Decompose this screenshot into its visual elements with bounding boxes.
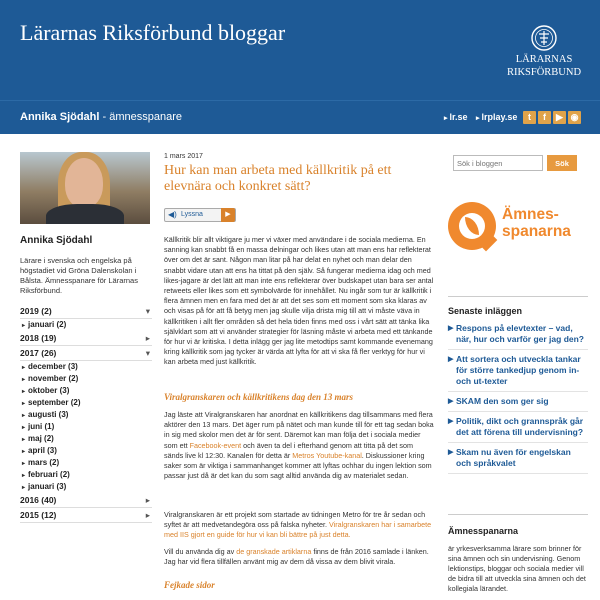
bullet-icon: ▸ xyxy=(22,413,26,419)
bullet-icon: ▸ xyxy=(22,437,26,443)
archive-month-label: maj (2) xyxy=(28,434,54,443)
archive-month-label: november (2) xyxy=(28,374,79,383)
archive-month-label: april (3) xyxy=(28,446,57,455)
amnesspanarna-heading: Ämnesspanarna xyxy=(448,526,519,536)
photo-body xyxy=(46,204,124,224)
facebook-icon[interactable]: f xyxy=(538,111,551,124)
archive-month[interactable] xyxy=(20,361,152,373)
site-title[interactable]: Lärarnas Riksförbund bloggar xyxy=(20,20,286,45)
archive-month-label: januari (3) xyxy=(28,482,67,491)
amnesspanarna-logo[interactable] xyxy=(448,200,588,264)
logo-text-2: RIKSFÖRBUND xyxy=(506,67,582,78)
post-subheading-1: Viralgranskaren och källkritikens dag den 13 mars xyxy=(164,392,354,402)
granskade-artiklar-link[interactable]: de granskade artiklarna xyxy=(236,547,312,556)
archive-month-label: januari (2) xyxy=(28,320,67,329)
archive-month[interactable] xyxy=(20,445,152,457)
sidebar-bio: Lärare i svenska och engelska på högstadiet vid Gröna Dalenskolan i Bålsta. Ämnesspanare för Lärarnas Riksförbund. xyxy=(20,256,138,295)
recent-post-label: Politik, dikt och grannspråk går det att förena till undervisning? xyxy=(456,416,584,437)
archive-month[interactable] xyxy=(20,319,152,331)
lr-link[interactable] xyxy=(444,112,468,122)
recent-posts-heading: Senaste inläggen xyxy=(448,306,523,316)
chevron-right-icon: ▸ xyxy=(444,115,448,122)
bullet-icon: ▸ xyxy=(22,449,26,455)
archive-year-2017[interactable] xyxy=(20,346,152,361)
archive-year-2018[interactable] xyxy=(20,331,152,346)
post-paragraph-1: Källkritik blir allt viktigare ju mer vi växer med användare i de sociala medierna. En sanning kan snabbt få en massa delningar och likes utan att man ens har reflekterat över om det är sant. Någon man litar på har delat en nyhet och man delar den snabbt vidare utan att ens ha tittat på den själv. Så fungerar medierna idag och med likes-jagare är det lätt att man inte ens reflekterar över budskapet utan bara ser antal retweets eller likes som ett symbolvärde för innehållet. Nu ingår som tur är källkritik i flera ämnen men en fara med det är att det ses som ett moment som ska klaras av och visas på för att få betyg men jag skulle vilja drista mig till att vi måste väva in källkritiken i allt fler områden så det hela tiden finns med oss i vårt sätt att tänka lika självklart som att vi använder strategier för läsning måste vi arbeta med ett tänkande för hur vi är kritiska. I detta inlägg ger jag lite metodtips samt kommande evenemang kring källkritik som jag tycker är värda att lyfta för att vi ska få fler verktyg för hur vi kan arbeta med just källkritik. xyxy=(164,235,434,367)
post-paragraph-4 xyxy=(164,547,434,567)
archive-year-label: 2016 (40) xyxy=(20,495,57,505)
archive-month[interactable] xyxy=(20,457,152,469)
post-paragraph-2 xyxy=(164,410,434,481)
amnesspanarna-wordmark xyxy=(502,206,571,240)
bullet-icon: ▸ xyxy=(22,401,26,407)
divider xyxy=(448,296,588,297)
archive-year-2015[interactable] xyxy=(20,508,152,523)
triangle-right-icon: ▶ xyxy=(448,398,454,405)
archive-month[interactable] xyxy=(20,481,152,493)
archive-year-label: 2018 (19) xyxy=(20,333,57,343)
lr-logo[interactable] xyxy=(504,24,584,80)
archive-month[interactable] xyxy=(20,397,152,409)
p4-text-b: finns de från 2016 samlade i länken. Jag har vid flera tillfällen använt mig av dem då vissa av dem blivit virala. xyxy=(164,547,429,567)
archive-month[interactable] xyxy=(20,385,152,397)
post-date: 1 mars 2017 xyxy=(164,153,203,160)
chevron-right-icon: ▸ xyxy=(476,115,480,122)
recent-posts-list xyxy=(448,323,588,478)
bullet-icon: ▸ xyxy=(22,323,26,329)
logo-text-1: LÄRARNAS xyxy=(515,54,573,65)
recent-post-label: SKAM den som ger sig xyxy=(456,396,549,406)
bullet-icon: ▸ xyxy=(22,377,26,383)
chevron-right-icon: ▸ xyxy=(145,510,150,520)
archive-year-label: 2017 (26) xyxy=(20,348,57,358)
rss-icon[interactable]: ◉ xyxy=(568,111,581,124)
archive-year-label: 2019 (2) xyxy=(20,306,52,316)
amnesspanarna-icon xyxy=(448,202,496,250)
listen-label: Lyssna xyxy=(181,211,203,218)
bullet-icon: ▸ xyxy=(22,485,26,491)
archive-year-2016[interactable] xyxy=(20,493,152,508)
bullet-icon: ▸ xyxy=(22,365,26,371)
author-title[interactable] xyxy=(20,111,182,123)
archive-month[interactable] xyxy=(20,433,152,445)
post-paragraph-3 xyxy=(164,510,434,541)
triangle-right-icon: ▶ xyxy=(448,418,454,425)
archive-month[interactable] xyxy=(20,373,152,385)
p3-text-a: Viralgranskaren är ett projekt som startade av tidningen Metro för tre år sedan och syftet är att medvetandegöra oss på falska nyheter. xyxy=(164,510,426,530)
site-header xyxy=(0,0,600,100)
archive-year-label: 2015 (12) xyxy=(20,510,57,520)
metro-youtube-link[interactable]: Metros Youtube-kanal xyxy=(292,450,362,460)
author-role: - ämnesspanare xyxy=(99,111,183,123)
recent-post-link[interactable] xyxy=(448,354,588,392)
triangle-right-icon: ▶ xyxy=(448,325,454,332)
twitter-icon[interactable]: t xyxy=(523,111,536,124)
archive-month-label: juni (1) xyxy=(28,422,55,431)
archive-year-2019[interactable] xyxy=(20,304,152,319)
bullet-icon: ▸ xyxy=(22,389,26,395)
recent-post-link[interactable] xyxy=(448,396,588,412)
chevron-right-icon: ▸ xyxy=(145,333,150,343)
lr-shield-icon xyxy=(530,24,558,52)
play-icon: ▶ xyxy=(221,208,235,222)
blog-archive xyxy=(20,304,152,523)
triangle-right-icon: ▶ xyxy=(448,449,454,456)
recent-post-link[interactable] xyxy=(448,323,588,350)
amnesspanarna-bio: är yrkesverksamma lärare som brinner för sina ämnen och sin undervisning. Genom lektionstips, bloggar och sociala medier vill de bidra till att utveckla sina ämnen och det kollegiala lärandet. xyxy=(448,544,586,593)
archive-month[interactable] xyxy=(20,409,152,421)
post-title[interactable]: Hur kan man arbeta med källkritik på ett elevnära och konkret sätt? xyxy=(164,163,392,194)
triangle-right-icon: ▶ xyxy=(448,356,454,363)
recent-post-link[interactable] xyxy=(448,416,588,443)
iis-guide-link[interactable]: Viralgranskaren har i samarbete med IIS gjort en guide för hur vi kan bli bättre på just detta. xyxy=(164,520,432,540)
search-input[interactable] xyxy=(453,155,543,171)
archive-month[interactable] xyxy=(20,421,152,433)
wordmark-line-1: Ämnes- xyxy=(502,206,559,223)
chevron-down-icon: ▾ xyxy=(145,306,150,316)
p4-text-a: Vill du använda dig av xyxy=(164,547,237,556)
archive-month-label: mars (2) xyxy=(28,458,60,467)
recent-post-label: Respons på elevtexter – vad, när, hur och varför ger jag den? xyxy=(456,323,584,344)
search-button[interactable]: Sök xyxy=(547,155,577,171)
lrplay-link-label: lrplay.se xyxy=(481,112,518,122)
recent-post-link[interactable] xyxy=(448,447,588,474)
photo-face xyxy=(65,158,103,208)
p2-text-b: och även ta del i efterhand genom att titta på det som sänds live kl 12:30. Kanalen för detta är xyxy=(164,440,413,460)
archive-month-label: oktober (3) xyxy=(28,386,70,395)
author-name: Annika Sjödahl xyxy=(20,111,100,123)
listen-button[interactable] xyxy=(164,208,236,222)
lrplay-link[interactable] xyxy=(476,112,517,122)
archive-month-label: december (3) xyxy=(28,362,78,371)
speaker-icon: ◀) xyxy=(168,210,177,219)
bullet-icon: ▸ xyxy=(22,425,26,431)
post-subheading-2: Fejkade sidor xyxy=(164,580,215,590)
archive-month-label: februari (2) xyxy=(28,470,70,479)
youtube-icon[interactable]: ▶ xyxy=(553,111,566,124)
recent-post-label: Att sortera och utveckla tankar för större tankedjup genom in- och ut-texter xyxy=(456,354,581,386)
chevron-right-icon: ▸ xyxy=(145,495,150,505)
recent-post-label: Skam nu även för engelskan och språkvalet xyxy=(456,447,571,468)
archive-month-label: september (2) xyxy=(28,398,81,407)
bullet-icon: ▸ xyxy=(22,473,26,479)
facebook-event-link[interactable]: Facebook-event xyxy=(189,440,242,450)
author-bar xyxy=(0,100,600,134)
lr-link-label: lr.se xyxy=(449,112,468,122)
archive-month[interactable] xyxy=(20,469,152,481)
divider xyxy=(448,514,588,515)
sidebar-author-name: Annika Sjödahl xyxy=(20,235,93,246)
wordmark-line-2: spanarna xyxy=(502,223,571,240)
author-photo xyxy=(20,152,150,224)
archive-month-label: augusti (3) xyxy=(28,410,69,419)
p2-text-a: Jag läste att Viralgranskaren har anordnat en källkritikens dag tillsammans med flera aktörer den 13 mars. Det äger rum på nätet och man kunde till för ett tag sedan boka in sig med skolor men det är för sent. Däremot kan man följa det i sociala medier som ett xyxy=(164,410,434,450)
p2-text-c: . Diskussioner kring saker som är viktiga i sammanhanget kommer att lyftas ochhar du ingen lektion som passar just då är det kan du som sagt alltid använda dig av materialet sedan. xyxy=(164,450,432,481)
bullet-icon: ▸ xyxy=(22,461,26,467)
chevron-down-icon: ▾ xyxy=(145,348,150,358)
